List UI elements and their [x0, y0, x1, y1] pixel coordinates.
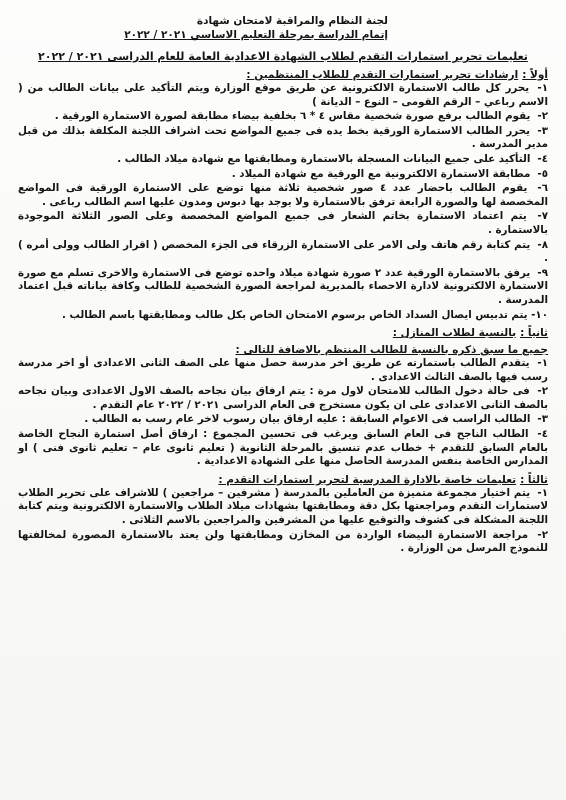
document-header [18, 14, 548, 42]
list-item [18, 168, 548, 182]
item-number: ٥- [537, 167, 548, 180]
document-title: تعليمات تحرير استمارات التقدم لطلاب الشهادة الاعدادية العامة للعام الدراسى ٢٠٢١ / ٢٠٢٢ [38, 50, 528, 63]
item-number: ٣- [537, 124, 548, 137]
item-text: يحرر كل طالب الاستمارة الالكترونية عن طريق موقع الوزارة ويتم التأكيد على بيانات الطالب من ( الاسم رباعي – الرقم القومى – النوع – الديانة ) [18, 82, 548, 108]
item-text: الطالب الراسب فى الاعوام السابقة : عليه ارفاق بيان رسوب لاخر عام رسب به الطالب . [84, 413, 531, 426]
item-text: الطالب الناجح فى العام السابق ويرغب فى تحسين المجموع : ارفاق أصل استمارة النجاح الخاصة بالعام السابق للتقدم + خطاب عدم تنسيق بالمرحلة الثانوية ( تعليم ثانوى عام – تعليم ثانوى فنى ) او المدارس الخاصة بنفس المدرسة الحاصل منها على الشهادة الاعدادية . [18, 428, 548, 468]
list-item [18, 82, 548, 109]
item-text: يرفق بالاستمارة الورقية عدد ٢ صورة شهادة ميلاد واحده توضع فى الاستمارة والاخرى تسلم مع صورة الاستمارة الالكترونية لادارة الاحصاء بالمديرية لمراجعة الصورة الشخصية للطالب وكافة بياناته قبل اعتماد المدرسة . [18, 266, 548, 306]
item-text: يحرر الطالب الاستمارة الورقية بخط يده فى جميع المواضع تحت اشراف اللجنة المكلفة بذلك من قبل مدير المدرسة . [18, 124, 548, 151]
section-3-list [18, 487, 548, 556]
item-number: ١- [537, 357, 548, 370]
list-item [18, 125, 548, 152]
list-item [18, 309, 548, 323]
list-item [18, 210, 548, 237]
section-1-prefix: أولاً : [522, 69, 548, 81]
list-item [18, 357, 548, 384]
item-number: ٨- [537, 238, 548, 251]
list-item [18, 529, 548, 556]
item-number: ٢- [537, 110, 548, 123]
item-number: ٦- [537, 182, 548, 195]
list-item [18, 428, 548, 469]
list-item [18, 413, 548, 427]
item-text: يتم كتابة رقم هاتف ولى الامر على الاستمارة الزرقاء فى الجزء المخصص ( اقرار الطالب وولى أمره ) . [18, 238, 548, 265]
item-text: فى حالة دخول الطالب للامتحان لاول مرة : يتم ارفاق بيان نجاحه بالصف الاول الاعدادى وبيان نجاحه بالصف الثانى الاعدادى على ان يكون مستخرج فى العام الدراسى ٢٠٢١ / ٢٠٢٢ عام التقدم . [18, 385, 548, 411]
section-2-heading [18, 326, 548, 340]
section-2-prefix: ثانياً : [520, 327, 548, 340]
list-item [18, 385, 548, 412]
item-text: يقوم الطالب باحضار عدد ٤ صور شخصية ثلاثة منها توضع على الاستمارة الورقية فى المواضع المخصصة لها والصورة الرابعة ترفق بالاستمارة ولا يوجد بها دبوس ومدون عليها اسم الطالب رباعى . [18, 182, 548, 208]
section-2-title: بالنسبة لطلاب المنازل : [392, 327, 517, 340]
item-number: ٣- [537, 413, 548, 426]
list-item [18, 182, 548, 209]
header-line-2: إتمام الدراسة بمرحلة التعليم الاساسي ٢٠٢١ / ٢٠٢٢ [124, 29, 388, 41]
list-item [18, 153, 548, 167]
item-text: مراجعة الاستمارة البيضاء الواردة من المخازن ومطابقتها ولن يعتد بالاستمارة المصورة لمخالفتها للنموذج المرسل من الوزارة . [18, 528, 548, 555]
section-1-heading [18, 68, 548, 82]
list-item [18, 487, 548, 528]
section-2-subheading: جميع ما سبق ذكره بالنسبة للطالب المنتظم بالاضافة للتالى : [235, 344, 548, 357]
item-text: يتقدم الطالب باستمارته عن طريق اخر مدرسة حصل منها على الصف الثانى الاعدادى أو اخر مدرسة رسب فيها بالصف الثالث الاعدادى . [18, 357, 548, 383]
header-line-1: لجنة النظام والمراقبة لامتحان شهادة [196, 15, 388, 27]
item-text: يتم اختيار مجموعة متميزة من العاملين بالمدرسة ( مشرفين – مراجعين ) للاشراف على تحرير الطلاب لاستمارات التقدم ومراجعتها بكل دقة ومطابقتها بشهادات ميلاد الطلاب والاستمارة الالكترونية ويتم كتابة اللجنة المشكلة فى كشوف والتوقيع عليها من المشرفين والمراجعين بالاسم الثلاثى . [18, 486, 548, 527]
section-2-list [18, 357, 548, 469]
list-item [18, 267, 548, 308]
item-number: ١- [537, 486, 548, 499]
item-number: ١- [537, 82, 548, 94]
item-number: ٤- [537, 152, 548, 165]
item-number: ١٠- [531, 308, 548, 321]
item-text: مطابقة الاستمارة الالكترونية مع الورقية مع شهادة الميلاد . [231, 167, 531, 180]
item-text: يتم تدبيس ايصال السداد الخاص برسوم الامتحان الخاص بكل طالب ومطابقتها باسم الطالب . [61, 308, 528, 321]
item-number: ٢- [537, 385, 548, 398]
item-number: ٩- [537, 266, 548, 279]
section-3-prefix: ثالثاً : [520, 473, 548, 486]
item-text: يتم اعتماد الاستمارة بخاتم الشعار فى جميع المواضع المخصصة وعلى الصور الثلاثة الموجودة بالاستمارة . [18, 210, 548, 236]
item-number: ٢- [537, 528, 548, 541]
section-3-heading [18, 473, 548, 487]
section-1-title: ارشادات تحرير استمارات التقدم للطلاب المنتظمين : [246, 69, 519, 81]
section-1-list [18, 82, 548, 322]
section-3-title: تعليمات خاصة بالادارة المدرسية لتحرير استمارات التقدم : [218, 473, 517, 486]
item-number: ٤- [537, 428, 548, 441]
list-item [18, 239, 548, 266]
item-text: يقوم الطالب برفع صورة شخصية مقاس ٤ * ٦ بخلفية بيضاء مطابقة لصورة الاستمارة الورقية . [54, 110, 531, 123]
list-item [18, 110, 548, 124]
item-text: التأكيد على جميع البيانات المسجلة بالاستمارة ومطابقتها مع شهادة ميلاد الطالب . [117, 152, 531, 165]
item-number: ٧- [537, 210, 548, 223]
